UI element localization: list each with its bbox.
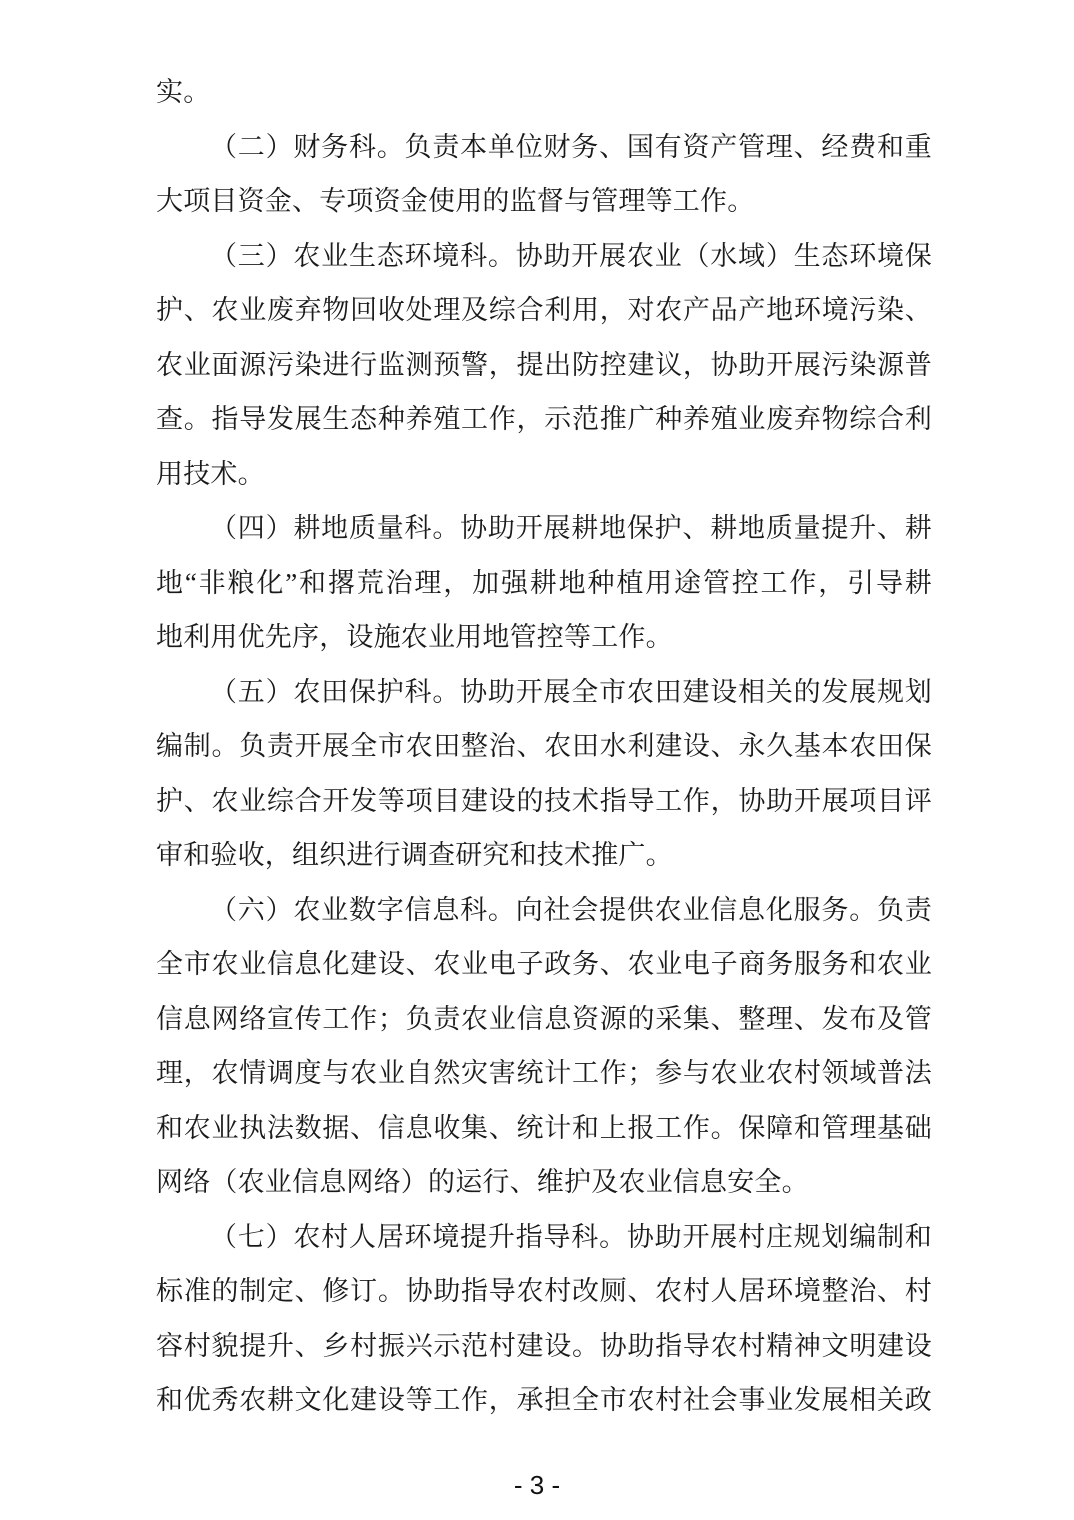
text-line: 和农业执法数据、信息收集、统计和上报工作。保障和管理基础 <box>156 1112 932 1143</box>
text-line: 实。 <box>156 77 211 107</box>
text-line: 护、农业废弃物回收处理及综合利用，对农产品产地环境污染、 <box>156 295 932 325</box>
text-line: 查。指导发展生态种养殖工作，示范推广种养殖业废弃物综合利 <box>156 404 932 434</box>
text-line: 用技术。 <box>156 458 265 489</box>
text-line: （五）农田保护科。协助开展全市农田建设相关的发展规划 <box>210 676 932 707</box>
document-body <box>156 65 932 1428</box>
page-number: - 3 - <box>513 1470 561 1500</box>
text-line: 地“非粮化”和撂荒治理，加强耕地种植用途管控工作，引导耕 <box>156 567 932 598</box>
text-line: 理，农情调度与农业自然灾害统计工作；参与农业农村领域普法 <box>156 1058 932 1088</box>
text-line: （三）农业生态环境科。协助开展农业（水域）生态环境保 <box>210 240 932 271</box>
text-line: 全市农业信息化建设、农业电子政务、农业电子商务服务和农业 <box>156 949 932 979</box>
text-line: 护、农业综合开发等项目建设的技术指导工作，协助开展项目评 <box>156 785 932 816</box>
text-line: 网络（农业信息网络）的运行、维护及农业信息安全。 <box>156 1167 809 1197</box>
text-line: 容村貌提升、乡村振兴示范村建设。协助指导农村精神文明建设 <box>156 1330 932 1361</box>
text-line: （六）农业数字信息科。向社会提供农业信息化服务。负责 <box>210 894 932 925</box>
text-line: 和优秀农耕文化建设等工作，承担全市农村社会事业发展相关政 <box>156 1385 932 1415</box>
text-line: 地利用优先序，设施农业用地管控等工作。 <box>156 622 673 652</box>
text-line: （二）财务科。负责本单位财务、国有资产管理、经费和重 <box>210 131 932 162</box>
text-line: 审和验收，组织进行调查研究和技术推广。 <box>156 840 673 870</box>
text-line: （四）耕地质量科。协助开展耕地保护、耕地质量提升、耕 <box>210 513 932 543</box>
text-line: 农业面源污染进行监测预警，提出防控建议，协助开展污染源普 <box>156 349 932 380</box>
text-line: 标准的制定、修订。协助指导农村改厕、农村人居环境整治、村 <box>156 1276 932 1306</box>
text-line: （七）农村人居环境提升指导科。协助开展村庄规划编制和 <box>210 1221 932 1252</box>
text-line: 信息网络宣传工作；负责农业信息资源的采集、整理、发布及管 <box>156 1003 932 1034</box>
text-line: 编制。负责开展全市农田整治、农田水利建设、永久基本农田保 <box>156 731 932 761</box>
text-line: 大项目资金、专项资金使用的监督与管理等工作。 <box>156 186 755 216</box>
